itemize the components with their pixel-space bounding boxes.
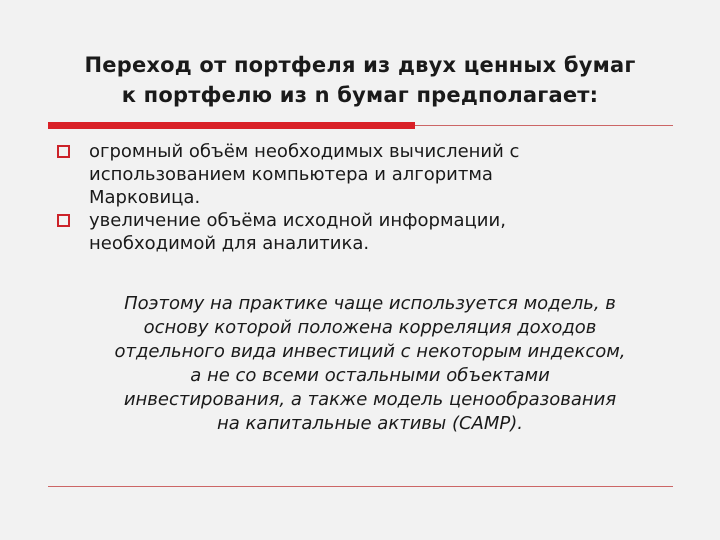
bullet-line: необходимой для аналитика. [89,233,370,254]
paragraph-line: Поэтому на практике чаще используется модель, в [124,293,616,314]
footer-divider [48,486,673,487]
bullet-line: огромный объём необходимых вычислений с [89,141,520,162]
bullet-item-2 [55,209,685,255]
paragraph-line: инвестирования, а также модель ценообразования [123,389,617,410]
bullet-line: Марковица. [89,187,201,208]
paragraph-line: а не со всеми остальными объектами [190,365,550,386]
slide-title-line-2: к портфелю из n бумаг предполагает: [121,83,599,107]
bullet-line: увеличение объёма исходной информации, [89,210,506,231]
slide-title [20,50,700,110]
paragraph-line: на капитальные активы (CAMP). [217,413,523,434]
slide-title-line-1: Переход от портфеля из двух ценных бумаг [84,53,636,77]
bullet-list [55,140,685,255]
paragraph-line: отдельного вида инвестиций с некоторым индексом, [114,341,626,362]
paragraph-line: основу которой положена корреляция доходов [143,317,597,338]
body-paragraph [60,292,680,436]
bullet-line: использованием компьютера и алгоритма [89,164,493,185]
bullet-item-1 [55,140,685,209]
title-accent-bar [48,122,415,129]
square-bullet-icon [57,145,70,158]
square-bullet-icon [57,214,70,227]
